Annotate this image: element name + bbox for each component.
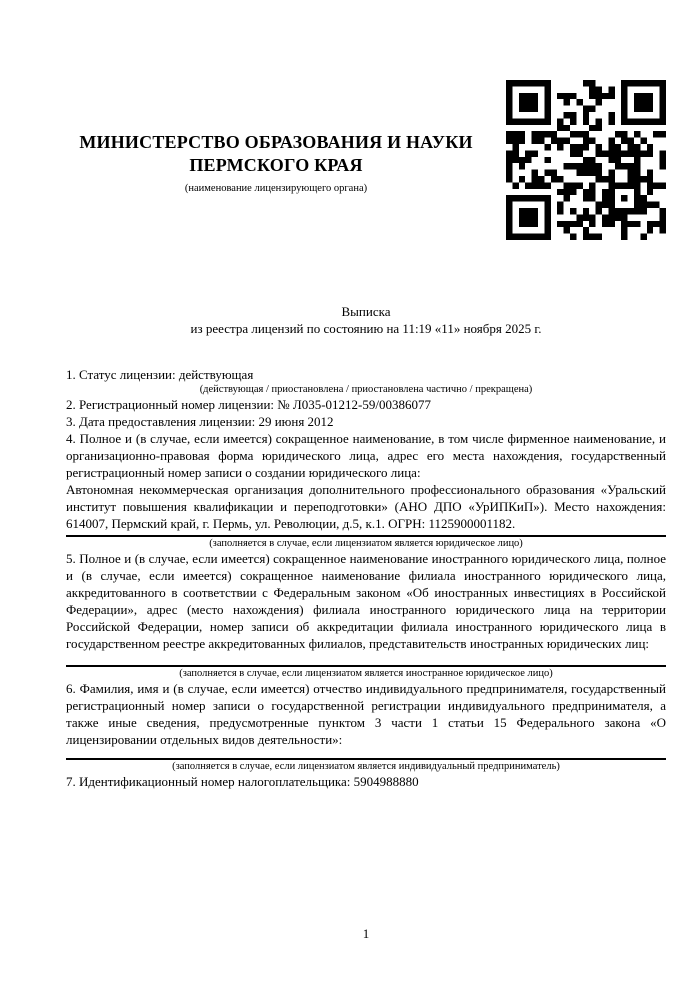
document-title-line2: из реестра лицензий по состоянию на 11:19 «11» ноября 2025 г. [190,321,542,336]
item-6-caption: (заполняется в случае, если лицензиатом является индивидуальный предприниматель) [172,761,560,772]
item-5-foreign-entity-label: 5. Полное и (в случае, если имеется) сокращенное наименование иностранного юридического лица, полное и (в случае, если имеется) сокращенное наименование филиала иностранного юридического лица, аккредитованного в соответствии с Федеральным законом «Об иностранных инвестициях в Российской Федерации», адрес (место нахождения) филиала иностранного юридического лица на территории Российской Федерации, номер записи об аккредитации филиала иностранного юридического лица в государственном реестре аккредитованных филиалов, представительств иностранных юридических лиц: [66,551,666,651]
ministry-name-line1: МИНИСТЕРСТВО ОБРАЗОВАНИЯ И НАУКИ [79,132,473,152]
document-body [66,366,666,790]
item-1-license-status: 1. Статус лицензии: действующая [66,367,254,382]
item-2-registration-number: 2. Регистрационный номер лицензии: № Л035-01212-59/00386077 [66,397,432,412]
item-6-individual-label: 6. Фамилия, имя и (в случае, если имеется) отчество индивидуального предпринимателя, государственный регистрационный номер записи о государственной регистрации индивидуального предпринимателя, а также иные сведения, предусмотренные пунктом 3 части 1 статьи 15 Федерального закона «О лицензировании отдельных видов деятельности»: [66,681,666,747]
item-7-taxpayer-number: 7. Идентификационный номер налогоплательщика: 5904988880 [66,774,419,789]
item-5-caption: (заполняется в случае, если лицензиатом является иностранное юридическое лицо) [179,668,553,679]
page-number: 1 [362,926,370,941]
document-title [66,303,666,337]
qr-code-icon [506,80,666,240]
item-1-status-options-caption: (действующая / приостановлена / приостановлена частично / прекращена) [199,384,533,395]
item-4-legal-entity-value: Автономная некоммерческая организация дополнительного профессионального образования «Уральский институт повышения квалификации и переподготовки» (АНО ДПО «УрИПКиП»). Место нахождения: 614007, Пермский край, г. Пермь, ул. Революции, д.5, к.1. ОГРН: 1125900001182. [66,482,666,531]
item-4-legal-entity-label: 4. Полное и (в случае, если имеется) сокращенное наименование, в том числе фирменное наименование, и организационно-правовая форма юридического лица, адрес его места нахождения, государственный регистрационный номер записи о создании юридического лица: [66,431,666,480]
ministry-name-line2: ПЕРМСКОГО КРАЯ [189,155,363,175]
document-title-line1: Выписка [341,304,391,319]
item-4-caption: (заполняется в случае, если лицензиатом является юридическое лицо) [209,538,523,549]
licensing-authority-caption: (наименование лицензирующего органа) [184,183,368,194]
ministry-header [40,131,512,195]
item-3-grant-date: 3. Дата предоставления лицензии: 29 июня 2012 [66,414,334,429]
